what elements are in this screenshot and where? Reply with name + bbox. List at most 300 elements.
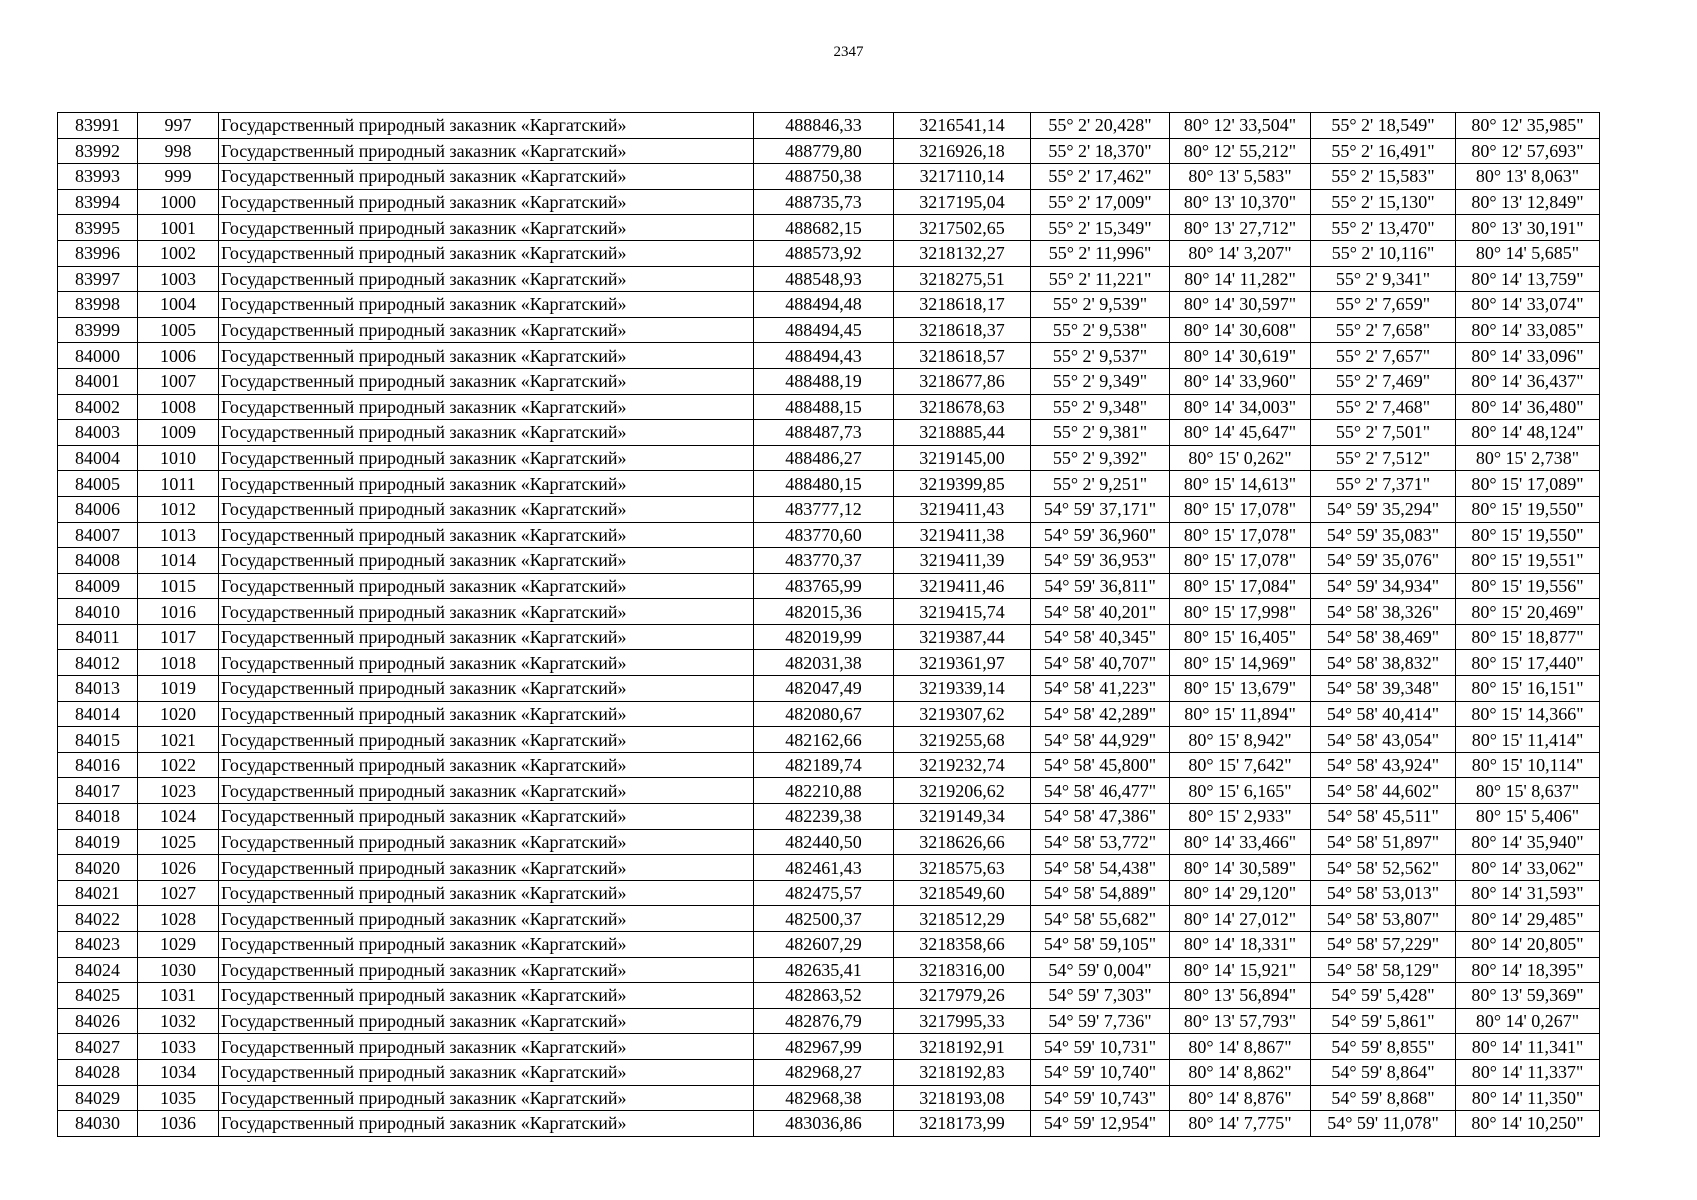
- table-row: [58, 983, 1600, 1009]
- latitude-2-cell: 54° 58' 38,469": [1311, 624, 1456, 650]
- longitude-1-cell: 80° 14' 18,331": [1170, 932, 1311, 958]
- longitude-1-cell: 80° 14' 11,282": [1170, 266, 1311, 292]
- table-row: [58, 471, 1600, 497]
- y-coordinate-cell: 3218173,99: [894, 1111, 1031, 1137]
- longitude-2-cell: 80° 14' 48,124": [1456, 420, 1600, 446]
- point-number-cell: 1016: [138, 599, 219, 625]
- y-coordinate-cell: 3218885,44: [894, 420, 1031, 446]
- reserve-name-cell: Государственный природный заказник «Каргатский»: [219, 1059, 754, 1085]
- point-number-cell: 1034: [138, 1059, 219, 1085]
- record-id-cell: 84021: [58, 880, 138, 906]
- x-coordinate-cell: 482635,41: [754, 957, 894, 983]
- latitude-2-cell: 54° 58' 43,054": [1311, 727, 1456, 753]
- table-row: [58, 880, 1600, 906]
- table-row: [58, 906, 1600, 932]
- table-row: [58, 676, 1600, 702]
- table-row: [58, 394, 1600, 420]
- point-number-cell: 1023: [138, 778, 219, 804]
- longitude-1-cell: 80° 15' 17,084": [1170, 573, 1311, 599]
- x-coordinate-cell: 488494,45: [754, 317, 894, 343]
- table-row: [58, 752, 1600, 778]
- y-coordinate-cell: 3217502,65: [894, 215, 1031, 241]
- latitude-2-cell: 54° 59' 8,864": [1311, 1059, 1456, 1085]
- y-coordinate-cell: 3218618,17: [894, 292, 1031, 318]
- table-row: [58, 292, 1600, 318]
- reserve-name-cell: Государственный природный заказник «Каргатский»: [219, 420, 754, 446]
- point-number-cell: 1010: [138, 445, 219, 471]
- longitude-1-cell: 80° 13' 27,712": [1170, 215, 1311, 241]
- x-coordinate-cell: 482080,67: [754, 701, 894, 727]
- table-row: [58, 368, 1600, 394]
- point-number-cell: 1026: [138, 855, 219, 881]
- longitude-1-cell: 80° 15' 14,613": [1170, 471, 1311, 497]
- latitude-2-cell: 55° 2' 7,468": [1311, 394, 1456, 420]
- latitude-2-cell: 55° 2' 15,583": [1311, 164, 1456, 190]
- y-coordinate-cell: 3218626,66: [894, 829, 1031, 855]
- point-number-cell: 1017: [138, 624, 219, 650]
- longitude-1-cell: 80° 15' 14,969": [1170, 650, 1311, 676]
- x-coordinate-cell: 482019,99: [754, 624, 894, 650]
- latitude-2-cell: 54° 59' 11,078": [1311, 1111, 1456, 1137]
- x-coordinate-cell: 482967,99: [754, 1034, 894, 1060]
- y-coordinate-cell: 3218678,63: [894, 394, 1031, 420]
- record-id-cell: 84003: [58, 420, 138, 446]
- reserve-name-cell: Государственный природный заказник «Каргатский»: [219, 880, 754, 906]
- table-row: [58, 317, 1600, 343]
- longitude-2-cell: 80° 14' 10,250": [1456, 1111, 1600, 1137]
- longitude-2-cell: 80° 15' 19,556": [1456, 573, 1600, 599]
- latitude-1-cell: 54° 58' 40,345": [1031, 624, 1170, 650]
- record-id-cell: 83991: [58, 113, 138, 139]
- latitude-1-cell: 54° 58' 59,105": [1031, 932, 1170, 958]
- point-number-cell: 1035: [138, 1085, 219, 1111]
- reserve-name-cell: Государственный природный заказник «Каргатский»: [219, 522, 754, 548]
- reserve-name-cell: Государственный природный заказник «Каргатский»: [219, 189, 754, 215]
- point-number-cell: 1029: [138, 932, 219, 958]
- latitude-2-cell: 54° 58' 53,807": [1311, 906, 1456, 932]
- longitude-2-cell: 80° 14' 31,593": [1456, 880, 1600, 906]
- point-number-cell: 1015: [138, 573, 219, 599]
- x-coordinate-cell: 488573,92: [754, 240, 894, 266]
- reserve-name-cell: Государственный природный заказник «Каргатский»: [219, 650, 754, 676]
- latitude-1-cell: 54° 58' 53,772": [1031, 829, 1170, 855]
- record-id-cell: 83997: [58, 266, 138, 292]
- y-coordinate-cell: 3219232,74: [894, 752, 1031, 778]
- y-coordinate-cell: 3218192,83: [894, 1059, 1031, 1085]
- record-id-cell: 84007: [58, 522, 138, 548]
- longitude-2-cell: 80° 14' 11,337": [1456, 1059, 1600, 1085]
- record-id-cell: 83994: [58, 189, 138, 215]
- x-coordinate-cell: 483777,12: [754, 496, 894, 522]
- longitude-1-cell: 80° 14' 34,003": [1170, 394, 1311, 420]
- x-coordinate-cell: 482162,66: [754, 727, 894, 753]
- longitude-1-cell: 80° 13' 10,370": [1170, 189, 1311, 215]
- latitude-1-cell: 55° 2' 9,538": [1031, 317, 1170, 343]
- longitude-2-cell: 80° 14' 33,062": [1456, 855, 1600, 881]
- reserve-name-cell: Государственный природный заказник «Каргатский»: [219, 1008, 754, 1034]
- x-coordinate-cell: 482876,79: [754, 1008, 894, 1034]
- y-coordinate-cell: 3218618,37: [894, 317, 1031, 343]
- latitude-2-cell: 54° 59' 34,934": [1311, 573, 1456, 599]
- longitude-1-cell: 80° 12' 33,504": [1170, 113, 1311, 139]
- record-id-cell: 84012: [58, 650, 138, 676]
- longitude-2-cell: 80° 14' 13,759": [1456, 266, 1600, 292]
- point-number-cell: 1018: [138, 650, 219, 676]
- x-coordinate-cell: 488486,27: [754, 445, 894, 471]
- reserve-name-cell: Государственный природный заказник «Каргатский»: [219, 266, 754, 292]
- record-id-cell: 83992: [58, 138, 138, 164]
- reserve-name-cell: Государственный природный заказник «Каргатский»: [219, 471, 754, 497]
- latitude-1-cell: 54° 58' 54,438": [1031, 855, 1170, 881]
- latitude-1-cell: 54° 58' 42,289": [1031, 701, 1170, 727]
- longitude-2-cell: 80° 15' 10,114": [1456, 752, 1600, 778]
- y-coordinate-cell: 3219411,46: [894, 573, 1031, 599]
- point-number-cell: 1027: [138, 880, 219, 906]
- point-number-cell: 1031: [138, 983, 219, 1009]
- x-coordinate-cell: 483036,86: [754, 1111, 894, 1137]
- latitude-1-cell: 54° 58' 40,201": [1031, 599, 1170, 625]
- latitude-1-cell: 54° 58' 47,386": [1031, 804, 1170, 830]
- reserve-name-cell: Государственный природный заказник «Каргатский»: [219, 599, 754, 625]
- latitude-1-cell: 55° 2' 20,428": [1031, 113, 1170, 139]
- table-row: [58, 932, 1600, 958]
- record-id-cell: 83993: [58, 164, 138, 190]
- reserve-name-cell: Государственный природный заказник «Каргатский»: [219, 113, 754, 139]
- table-row: [58, 650, 1600, 676]
- reserve-name-cell: Государственный природный заказник «Каргатский»: [219, 548, 754, 574]
- longitude-1-cell: 80° 14' 8,876": [1170, 1085, 1311, 1111]
- record-id-cell: 84009: [58, 573, 138, 599]
- record-id-cell: 84018: [58, 804, 138, 830]
- record-id-cell: 84001: [58, 368, 138, 394]
- point-number-cell: 1013: [138, 522, 219, 548]
- y-coordinate-cell: 3218512,29: [894, 906, 1031, 932]
- longitude-2-cell: 80° 14' 11,350": [1456, 1085, 1600, 1111]
- latitude-1-cell: 54° 59' 37,171": [1031, 496, 1170, 522]
- latitude-2-cell: 55° 2' 16,491": [1311, 138, 1456, 164]
- longitude-2-cell: 80° 12' 35,985": [1456, 113, 1600, 139]
- longitude-1-cell: 80° 15' 17,078": [1170, 496, 1311, 522]
- record-id-cell: 84016: [58, 752, 138, 778]
- latitude-1-cell: 54° 59' 10,740": [1031, 1059, 1170, 1085]
- longitude-1-cell: 80° 14' 45,647": [1170, 420, 1311, 446]
- latitude-1-cell: 54° 58' 44,929": [1031, 727, 1170, 753]
- reserve-name-cell: Государственный природный заказник «Каргатский»: [219, 624, 754, 650]
- reserve-name-cell: Государственный природный заказник «Каргатский»: [219, 829, 754, 855]
- record-id-cell: 84027: [58, 1034, 138, 1060]
- point-number-cell: 1020: [138, 701, 219, 727]
- reserve-name-cell: Государственный природный заказник «Каргатский»: [219, 957, 754, 983]
- longitude-1-cell: 80° 15' 13,679": [1170, 676, 1311, 702]
- y-coordinate-cell: 3218549,60: [894, 880, 1031, 906]
- latitude-1-cell: 54° 58' 46,477": [1031, 778, 1170, 804]
- longitude-2-cell: 80° 14' 0,267": [1456, 1008, 1600, 1034]
- table-row: [58, 1111, 1600, 1137]
- record-id-cell: 84019: [58, 829, 138, 855]
- record-id-cell: 84024: [58, 957, 138, 983]
- point-number-cell: 1009: [138, 420, 219, 446]
- point-number-cell: 1030: [138, 957, 219, 983]
- latitude-2-cell: 54° 58' 39,348": [1311, 676, 1456, 702]
- table-row: [58, 1085, 1600, 1111]
- reserve-name-cell: Государственный природный заказник «Каргатский»: [219, 1034, 754, 1060]
- longitude-1-cell: 80° 14' 30,619": [1170, 343, 1311, 369]
- latitude-1-cell: 54° 59' 12,954": [1031, 1111, 1170, 1137]
- latitude-2-cell: 54° 59' 5,428": [1311, 983, 1456, 1009]
- longitude-1-cell: 80° 13' 56,894": [1170, 983, 1311, 1009]
- table-row: [58, 240, 1600, 266]
- x-coordinate-cell: 482863,52: [754, 983, 894, 1009]
- longitude-1-cell: 80° 15' 17,078": [1170, 522, 1311, 548]
- latitude-2-cell: 54° 58' 43,924": [1311, 752, 1456, 778]
- point-number-cell: 1014: [138, 548, 219, 574]
- reserve-name-cell: Государственный природный заказник «Каргатский»: [219, 1085, 754, 1111]
- y-coordinate-cell: 3218192,91: [894, 1034, 1031, 1060]
- y-coordinate-cell: 3217979,26: [894, 983, 1031, 1009]
- y-coordinate-cell: 3218132,27: [894, 240, 1031, 266]
- coordinates-table: [57, 112, 1600, 1137]
- latitude-2-cell: 54° 58' 38,326": [1311, 599, 1456, 625]
- point-number-cell: 1002: [138, 240, 219, 266]
- longitude-2-cell: 80° 14' 36,480": [1456, 394, 1600, 420]
- x-coordinate-cell: 482968,38: [754, 1085, 894, 1111]
- longitude-1-cell: 80° 15' 8,942": [1170, 727, 1311, 753]
- latitude-2-cell: 54° 59' 8,855": [1311, 1034, 1456, 1060]
- reserve-name-cell: Государственный природный заказник «Каргатский»: [219, 317, 754, 343]
- table-row: [58, 266, 1600, 292]
- latitude-1-cell: 55° 2' 18,370": [1031, 138, 1170, 164]
- reserve-name-cell: Государственный природный заказник «Каргатский»: [219, 676, 754, 702]
- x-coordinate-cell: 482607,29: [754, 932, 894, 958]
- point-number-cell: 1001: [138, 215, 219, 241]
- longitude-2-cell: 80° 14' 33,096": [1456, 343, 1600, 369]
- table-row: [58, 343, 1600, 369]
- table-row: [58, 164, 1600, 190]
- record-id-cell: 84028: [58, 1059, 138, 1085]
- reserve-name-cell: Государственный природный заказник «Каргатский»: [219, 701, 754, 727]
- y-coordinate-cell: 3219206,62: [894, 778, 1031, 804]
- latitude-2-cell: 55° 2' 7,371": [1311, 471, 1456, 497]
- longitude-2-cell: 80° 15' 2,738": [1456, 445, 1600, 471]
- reserve-name-cell: Государственный природный заказник «Каргатский»: [219, 932, 754, 958]
- record-id-cell: 84002: [58, 394, 138, 420]
- record-id-cell: 83995: [58, 215, 138, 241]
- x-coordinate-cell: 482500,37: [754, 906, 894, 932]
- y-coordinate-cell: 3219411,38: [894, 522, 1031, 548]
- x-coordinate-cell: 482461,43: [754, 855, 894, 881]
- point-number-cell: 1033: [138, 1034, 219, 1060]
- longitude-1-cell: 80° 13' 5,583": [1170, 164, 1311, 190]
- y-coordinate-cell: 3219149,34: [894, 804, 1031, 830]
- longitude-2-cell: 80° 14' 11,341": [1456, 1034, 1600, 1060]
- table-row: [58, 522, 1600, 548]
- y-coordinate-cell: 3219387,44: [894, 624, 1031, 650]
- x-coordinate-cell: 488750,38: [754, 164, 894, 190]
- x-coordinate-cell: 482047,49: [754, 676, 894, 702]
- longitude-1-cell: 80° 15' 16,405": [1170, 624, 1311, 650]
- longitude-2-cell: 80° 15' 18,877": [1456, 624, 1600, 650]
- latitude-2-cell: 54° 59' 5,861": [1311, 1008, 1456, 1034]
- point-number-cell: 1024: [138, 804, 219, 830]
- latitude-2-cell: 55° 2' 9,341": [1311, 266, 1456, 292]
- point-number-cell: 1032: [138, 1008, 219, 1034]
- table-row: [58, 778, 1600, 804]
- point-number-cell: 1036: [138, 1111, 219, 1137]
- latitude-1-cell: 54° 59' 0,004": [1031, 957, 1170, 983]
- table-row: [58, 855, 1600, 881]
- record-id-cell: 84022: [58, 906, 138, 932]
- point-number-cell: 1025: [138, 829, 219, 855]
- latitude-2-cell: 54° 59' 35,294": [1311, 496, 1456, 522]
- point-number-cell: 1019: [138, 676, 219, 702]
- longitude-2-cell: 80° 13' 59,369": [1456, 983, 1600, 1009]
- record-id-cell: 83996: [58, 240, 138, 266]
- y-coordinate-cell: 3219145,00: [894, 445, 1031, 471]
- record-id-cell: 84014: [58, 701, 138, 727]
- x-coordinate-cell: 488488,19: [754, 368, 894, 394]
- longitude-2-cell: 80° 15' 11,414": [1456, 727, 1600, 753]
- reserve-name-cell: Государственный природный заказник «Каргатский»: [219, 343, 754, 369]
- table-row: [58, 548, 1600, 574]
- point-number-cell: 1005: [138, 317, 219, 343]
- reserve-name-cell: Государственный природный заказник «Каргатский»: [219, 804, 754, 830]
- latitude-1-cell: 55° 2' 9,537": [1031, 343, 1170, 369]
- table-row: [58, 573, 1600, 599]
- point-number-cell: 997: [138, 113, 219, 139]
- longitude-1-cell: 80° 13' 57,793": [1170, 1008, 1311, 1034]
- y-coordinate-cell: 3218677,86: [894, 368, 1031, 394]
- latitude-2-cell: 55° 2' 7,659": [1311, 292, 1456, 318]
- longitude-1-cell: 80° 14' 8,862": [1170, 1059, 1311, 1085]
- y-coordinate-cell: 3217195,04: [894, 189, 1031, 215]
- table-row: [58, 113, 1600, 139]
- record-id-cell: 83998: [58, 292, 138, 318]
- x-coordinate-cell: 482210,88: [754, 778, 894, 804]
- record-id-cell: 84010: [58, 599, 138, 625]
- latitude-2-cell: 54° 59' 35,076": [1311, 548, 1456, 574]
- table-row: [58, 496, 1600, 522]
- record-id-cell: 84025: [58, 983, 138, 1009]
- latitude-1-cell: 55° 2' 11,996": [1031, 240, 1170, 266]
- latitude-1-cell: 55° 2' 9,392": [1031, 445, 1170, 471]
- longitude-1-cell: 80° 14' 27,012": [1170, 906, 1311, 932]
- record-id-cell: 84020: [58, 855, 138, 881]
- reserve-name-cell: Государственный природный заказник «Каргатский»: [219, 1111, 754, 1137]
- record-id-cell: 84029: [58, 1085, 138, 1111]
- x-coordinate-cell: 482031,38: [754, 650, 894, 676]
- record-id-cell: 84015: [58, 727, 138, 753]
- y-coordinate-cell: 3219399,85: [894, 471, 1031, 497]
- y-coordinate-cell: 3219307,62: [894, 701, 1031, 727]
- longitude-2-cell: 80° 15' 19,550": [1456, 496, 1600, 522]
- y-coordinate-cell: 3218358,66: [894, 932, 1031, 958]
- longitude-2-cell: 80° 13' 30,191": [1456, 215, 1600, 241]
- point-number-cell: 1007: [138, 368, 219, 394]
- latitude-2-cell: 55° 2' 7,658": [1311, 317, 1456, 343]
- reserve-name-cell: Государственный природный заказник «Каргатский»: [219, 496, 754, 522]
- longitude-2-cell: 80° 12' 57,693": [1456, 138, 1600, 164]
- y-coordinate-cell: 3219415,74: [894, 599, 1031, 625]
- table-row: [58, 599, 1600, 625]
- x-coordinate-cell: 483765,99: [754, 573, 894, 599]
- reserve-name-cell: Государственный природный заказник «Каргатский»: [219, 292, 754, 318]
- longitude-2-cell: 80° 15' 19,550": [1456, 522, 1600, 548]
- point-number-cell: 1003: [138, 266, 219, 292]
- latitude-2-cell: 54° 58' 52,562": [1311, 855, 1456, 881]
- latitude-2-cell: 54° 58' 38,832": [1311, 650, 1456, 676]
- y-coordinate-cell: 3217110,14: [894, 164, 1031, 190]
- latitude-1-cell: 54° 59' 36,953": [1031, 548, 1170, 574]
- longitude-2-cell: 80° 14' 36,437": [1456, 368, 1600, 394]
- latitude-2-cell: 55° 2' 18,549": [1311, 113, 1456, 139]
- longitude-2-cell: 80° 15' 5,406": [1456, 804, 1600, 830]
- record-id-cell: 84008: [58, 548, 138, 574]
- x-coordinate-cell: 488846,33: [754, 113, 894, 139]
- latitude-1-cell: 54° 58' 55,682": [1031, 906, 1170, 932]
- longitude-2-cell: 80° 14' 18,395": [1456, 957, 1600, 983]
- longitude-2-cell: 80° 15' 20,469": [1456, 599, 1600, 625]
- x-coordinate-cell: 482475,57: [754, 880, 894, 906]
- table-row: [58, 624, 1600, 650]
- table-row: [58, 1034, 1600, 1060]
- point-number-cell: 1006: [138, 343, 219, 369]
- x-coordinate-cell: 482239,38: [754, 804, 894, 830]
- table-row: [58, 1008, 1600, 1034]
- longitude-1-cell: 80° 14' 7,775": [1170, 1111, 1311, 1137]
- reserve-name-cell: Государственный природный заказник «Каргатский»: [219, 752, 754, 778]
- reserve-name-cell: Государственный природный заказник «Каргатский»: [219, 240, 754, 266]
- reserve-name-cell: Государственный природный заказник «Каргатский»: [219, 778, 754, 804]
- x-coordinate-cell: 483770,60: [754, 522, 894, 548]
- table-row: [58, 1059, 1600, 1085]
- table-body: [58, 113, 1600, 1137]
- reserve-name-cell: Государственный природный заказник «Каргатский»: [219, 368, 754, 394]
- y-coordinate-cell: 3216926,18: [894, 138, 1031, 164]
- reserve-name-cell: Государственный природный заказник «Каргатский»: [219, 445, 754, 471]
- x-coordinate-cell: 482440,50: [754, 829, 894, 855]
- longitude-1-cell: 80° 14' 33,466": [1170, 829, 1311, 855]
- y-coordinate-cell: 3218275,51: [894, 266, 1031, 292]
- point-number-cell: 1004: [138, 292, 219, 318]
- latitude-2-cell: 54° 58' 51,897": [1311, 829, 1456, 855]
- reserve-name-cell: Государственный природный заказник «Каргатский»: [219, 138, 754, 164]
- latitude-2-cell: 55° 2' 7,501": [1311, 420, 1456, 446]
- longitude-2-cell: 80° 14' 33,074": [1456, 292, 1600, 318]
- longitude-1-cell: 80° 14' 29,120": [1170, 880, 1311, 906]
- latitude-2-cell: 55° 2' 15,130": [1311, 189, 1456, 215]
- y-coordinate-cell: 3216541,14: [894, 113, 1031, 139]
- record-id-cell: 84005: [58, 471, 138, 497]
- latitude-2-cell: 54° 58' 40,414": [1311, 701, 1456, 727]
- latitude-1-cell: 54° 58' 54,889": [1031, 880, 1170, 906]
- y-coordinate-cell: 3219255,68: [894, 727, 1031, 753]
- reserve-name-cell: Государственный природный заказник «Каргатский»: [219, 906, 754, 932]
- latitude-2-cell: 55° 2' 7,512": [1311, 445, 1456, 471]
- longitude-1-cell: 80° 14' 33,960": [1170, 368, 1311, 394]
- longitude-1-cell: 80° 14' 30,589": [1170, 855, 1311, 881]
- table-row: [58, 138, 1600, 164]
- latitude-1-cell: 54° 59' 36,960": [1031, 522, 1170, 548]
- table-row: [58, 189, 1600, 215]
- point-number-cell: 1028: [138, 906, 219, 932]
- latitude-1-cell: 55° 2' 9,539": [1031, 292, 1170, 318]
- record-id-cell: 83999: [58, 317, 138, 343]
- point-number-cell: 1012: [138, 496, 219, 522]
- y-coordinate-cell: 3218316,00: [894, 957, 1031, 983]
- longitude-1-cell: 80° 14' 30,608": [1170, 317, 1311, 343]
- longitude-1-cell: 80° 15' 6,165": [1170, 778, 1311, 804]
- longitude-1-cell: 80° 15' 17,078": [1170, 548, 1311, 574]
